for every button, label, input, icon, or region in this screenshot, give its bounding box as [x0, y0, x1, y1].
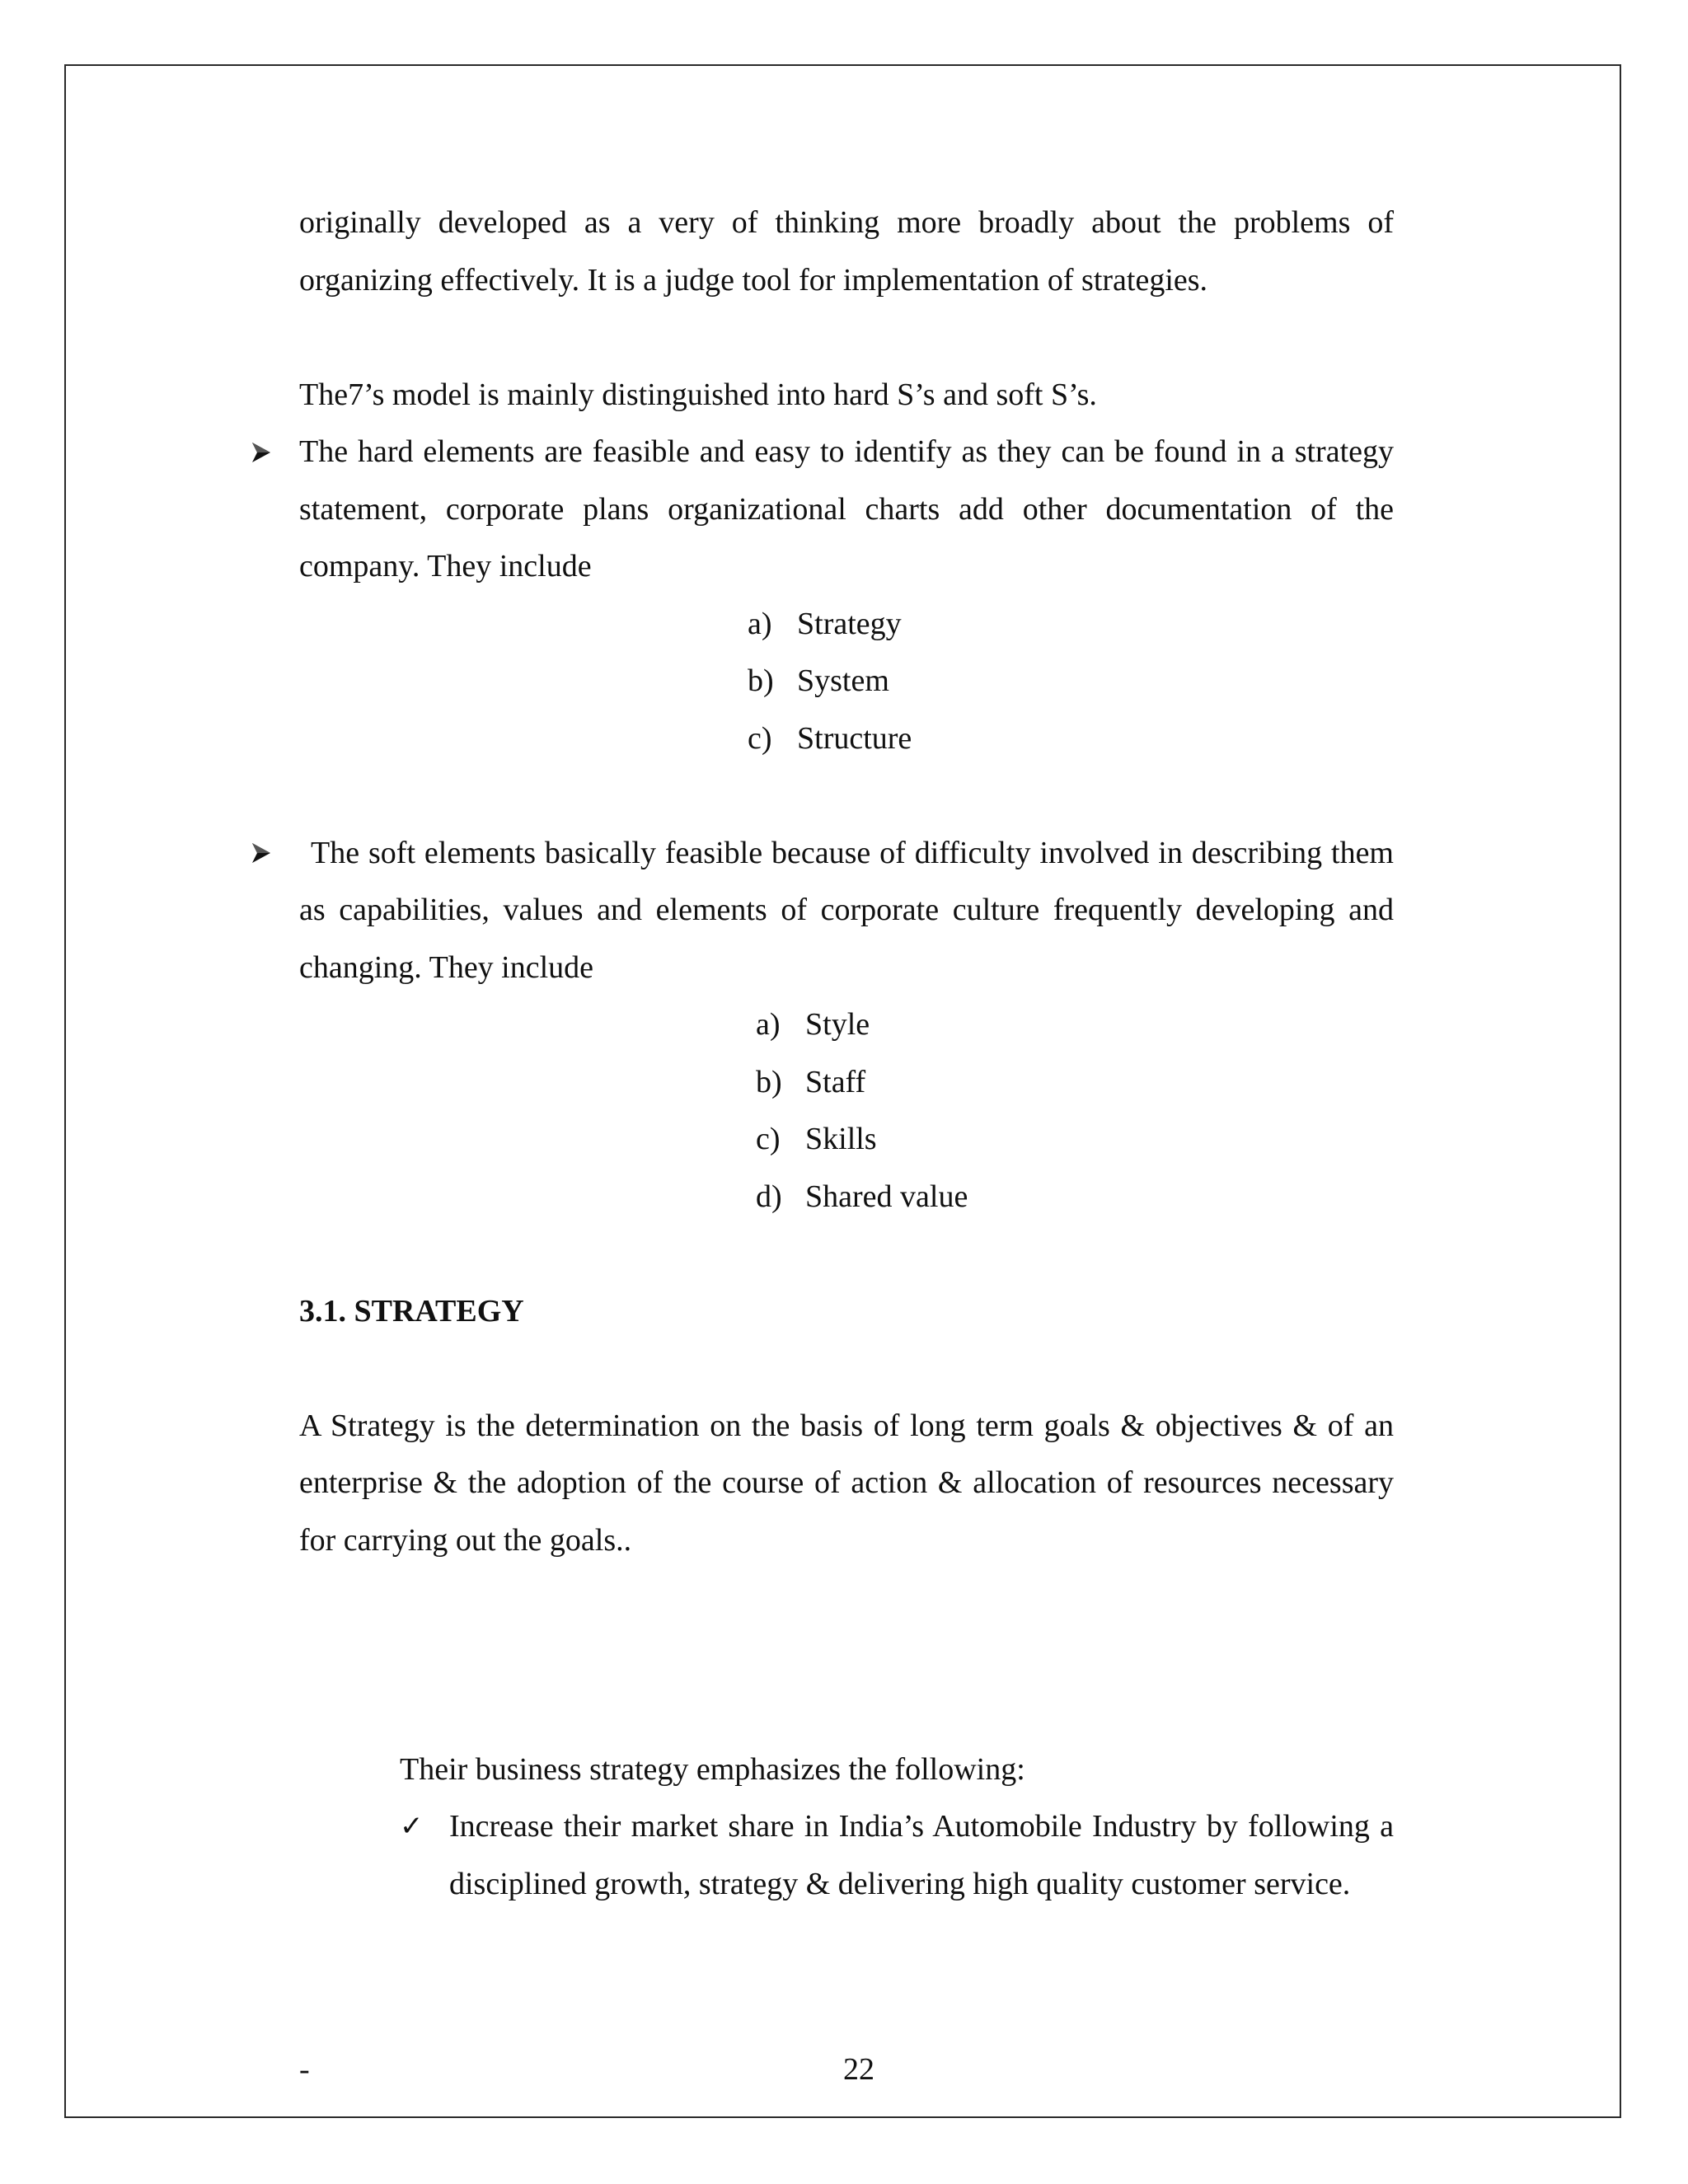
page-number: 22: [843, 2052, 874, 2087]
intro-paragraph: originally developed as a very of thinking more broadly about the problems of organizing effectively. It is a judge tool for implementation of strategies.: [299, 205, 1394, 298]
list-item: [756, 996, 1394, 1054]
list-item-letter: a): [756, 1007, 781, 1042]
page-footer: [299, 2041, 1394, 2098]
list-item-label: Skills: [805, 1122, 877, 1156]
arrowhead-bullet-icon: [250, 424, 283, 481]
list-item-letter: c): [756, 1122, 781, 1156]
list-item: [748, 710, 1394, 768]
strategy-paragraph: A Strategy is the determination on the basis of long term goals & objectives & of an enterprise & the adoption of the course of action & allocation of resources necessary for carrying out the goals..: [299, 1408, 1394, 1558]
list-item: [748, 596, 1394, 654]
soft-elements-text: The soft elements basically feasible because of difficulty involved in describing them as capabilities, values and elements of corporate culture frequently developing and changing. They include: [299, 835, 1394, 985]
business-strategy-section: [400, 1741, 1394, 1914]
list-item: [756, 1169, 1394, 1226]
list-item-label: Strategy: [797, 606, 902, 641]
list-item-label: System: [797, 663, 889, 698]
hard-elements-bullet: [299, 424, 1394, 596]
list-item: [748, 653, 1394, 710]
soft-elements-bullet: [299, 825, 1394, 997]
spacer: [299, 1226, 1394, 1283]
spacer: [299, 767, 1394, 825]
soft-elements-list: [756, 996, 1394, 1226]
list-item: [756, 1111, 1394, 1169]
spacer: [299, 1684, 1394, 1741]
list-item: [756, 1054, 1394, 1112]
list-item-letter: a): [748, 606, 772, 641]
list-item-label: Shared value: [805, 1179, 968, 1214]
list-item-letter: c): [748, 720, 772, 756]
business-strategy-intro: Their business strategy emphasizes the following:: [400, 1751, 1025, 1787]
hard-elements-text: The hard elements are feasible and easy to identify as they can be found in a strategy statement, corporate plans organizational charts add other documentation of the company. They include: [299, 434, 1394, 583]
footer-dash: -: [299, 2052, 310, 2087]
hard-elements-list: [748, 596, 1394, 768]
business-point: [400, 1798, 1394, 1913]
list-item-letter: b): [756, 1064, 782, 1099]
model-intro-line: The7’s model is mainly distinguished into hard S’s and soft S’s.: [299, 377, 1097, 412]
list-item-letter: b): [748, 663, 774, 698]
list-item-label: Staff: [805, 1064, 866, 1099]
list-item-label: Structure: [797, 720, 912, 756]
spacer: [299, 1627, 1394, 1685]
spacer: [299, 1569, 1394, 1627]
checkmark-icon: ✓: [400, 1810, 424, 1843]
list-item-letter: d): [756, 1179, 782, 1214]
arrowhead-bullet-icon: [250, 825, 283, 883]
list-item-label: Style: [805, 1007, 870, 1042]
business-point-text: Increase their market share in India’s Automobile Industry by following a disciplined growth, strategy & delivering high quality customer service.: [449, 1809, 1394, 1901]
spacer: [299, 1340, 1394, 1398]
spacer: [299, 309, 1394, 367]
page-content: [299, 194, 1394, 1913]
section-heading: 3.1. STRATEGY: [299, 1293, 524, 1329]
